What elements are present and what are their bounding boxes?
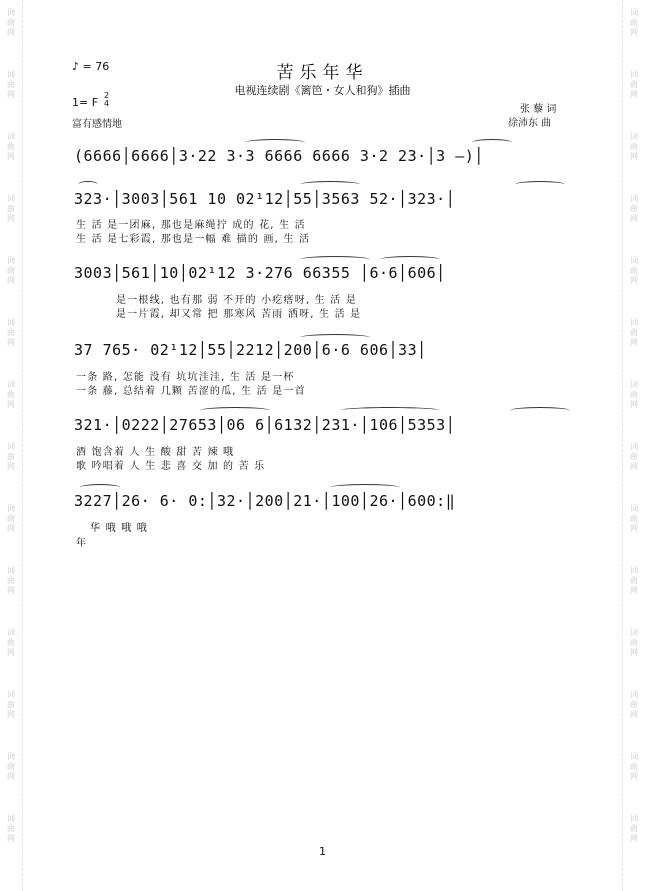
slur	[510, 407, 570, 414]
lyrics-line-3-verse-1: 是一根线, 也有那 弱 不开的 小疙瘩呀, 生 活 是	[116, 295, 358, 306]
song-subtitle: 电视连续剧《篱笆・女人和狗》插曲	[234, 84, 411, 97]
notation-line-2: 323·│3003│561 10 02¹12│55│3563 52·│323·│	[74, 190, 456, 208]
slur	[472, 139, 512, 146]
watermark-text: 词 曲 网	[630, 628, 638, 657]
watermark-text: 词 曲 网	[630, 690, 638, 719]
watermark-text: 词 曲 网	[7, 132, 15, 161]
watermark-text: 词 曲 网	[7, 628, 15, 657]
watermark-text: 词 曲 网	[630, 380, 638, 409]
watermark-text: 词 曲 网	[630, 318, 638, 347]
slur	[515, 181, 565, 188]
lyricist-credit: 张 藜 词	[520, 104, 557, 115]
lyrics-line-4-verse-1: 一条 路, 怎能 没有 坑坑洼洼, 生 活 是一杯	[76, 372, 295, 383]
key-signature: 1= F	[72, 96, 99, 109]
watermark-text: 词 曲 网	[7, 380, 15, 409]
lyrics-line-6-verse-1: 华 哦 哦 哦	[90, 523, 148, 534]
slur	[340, 407, 440, 414]
watermark-text: 词 曲 网	[7, 70, 15, 99]
watermark-text: 词 曲 网	[630, 752, 638, 781]
watermark-text: 词 曲 网	[630, 194, 638, 223]
slur	[245, 139, 305, 146]
tempo-marking: ♪ = 76	[72, 60, 110, 73]
slur	[300, 181, 360, 188]
time-signature	[104, 92, 109, 108]
watermark-text: 词 曲 网	[7, 442, 15, 471]
slur	[300, 334, 370, 341]
watermark-text: 词 曲 网	[7, 752, 15, 781]
lyrics-line-5-verse-2: 歌 吟唱着 人 生 悲 喜 交 加 的 苦 乐	[76, 461, 266, 472]
slur	[200, 407, 270, 414]
watermark-text: 词 曲 网	[7, 504, 15, 533]
watermark-text: 词 曲 网	[7, 8, 15, 37]
watermark-text: 词 曲 网	[7, 318, 15, 347]
slur	[78, 181, 98, 188]
watermark-text: 词 曲 网	[7, 256, 15, 285]
notation-line-4: 37 765· 02¹12│55│2212│200│6·6 606│33│	[74, 341, 427, 359]
song-title: 苦乐年华	[276, 63, 369, 83]
lyrics-line-5-verse-1: 酒 饱含着 人 生 酸 甜 苦 辣 哦	[76, 447, 235, 458]
lyrics-line-2-verse-1: 生 活 是一团麻, 那也是麻绳拧 成的 花, 生 活	[76, 220, 306, 231]
left-watermark-strip	[0, 0, 23, 891]
watermark-text: 词 曲 网	[7, 566, 15, 595]
watermark-text: 词 曲 网	[630, 256, 638, 285]
notation-line-5: 321·│0222│27653│06 6│6132│231·│106│5353│	[74, 416, 456, 434]
lyrics-line-6-extra: 年	[76, 538, 88, 549]
time-signature-top: 2	[104, 91, 110, 100]
expression-marking: 富有感情地	[72, 119, 122, 130]
watermark-text: 词 曲 网	[630, 70, 638, 99]
watermark-text: 词 曲 网	[7, 814, 15, 843]
watermark-text: 词 曲 网	[630, 442, 638, 471]
slur	[330, 484, 400, 491]
composer-credit: 徐沛东 曲	[508, 118, 552, 129]
time-signature-bottom: 4	[104, 99, 110, 108]
watermark-text: 词 曲 网	[7, 690, 15, 719]
watermark-text: 词 曲 网	[630, 132, 638, 161]
watermark-text: 词 曲 网	[630, 566, 638, 595]
right-watermark-strip	[622, 0, 645, 891]
page-number: 1	[319, 845, 326, 858]
watermark-text: 词 曲 网	[630, 8, 638, 37]
watermark-text: 词 曲 网	[7, 194, 15, 223]
lyrics-line-3-verse-2: 是一片霞, 却又常 把 那寒风 苦雨 洒呀, 生 活 是	[116, 309, 362, 320]
slur	[380, 256, 440, 263]
slur	[80, 484, 120, 491]
watermark-text: 词 曲 网	[630, 814, 638, 843]
watermark-text: 词 曲 网	[630, 504, 638, 533]
notation-line-1: (6666│6666│3·22 3·3 6666 6666 3·2 23·│3 –)│	[74, 147, 484, 165]
notation-line-3: 3003│561│10│02¹12 3·276 66355 │6·6│606│	[74, 264, 446, 282]
notation-line-6: 3227│26· 6· 0:│32·│200│21·│100│26·│600:‖	[74, 492, 456, 510]
slur	[300, 256, 370, 263]
lyrics-line-4-verse-2: 一条 藤, 总结着 几颗 苦涩的瓜, 生 活 是一首	[76, 386, 306, 397]
lyrics-line-2-verse-2: 生 活 是七彩霞, 那也是一幅 难 描的 画, 生 活	[76, 234, 311, 245]
